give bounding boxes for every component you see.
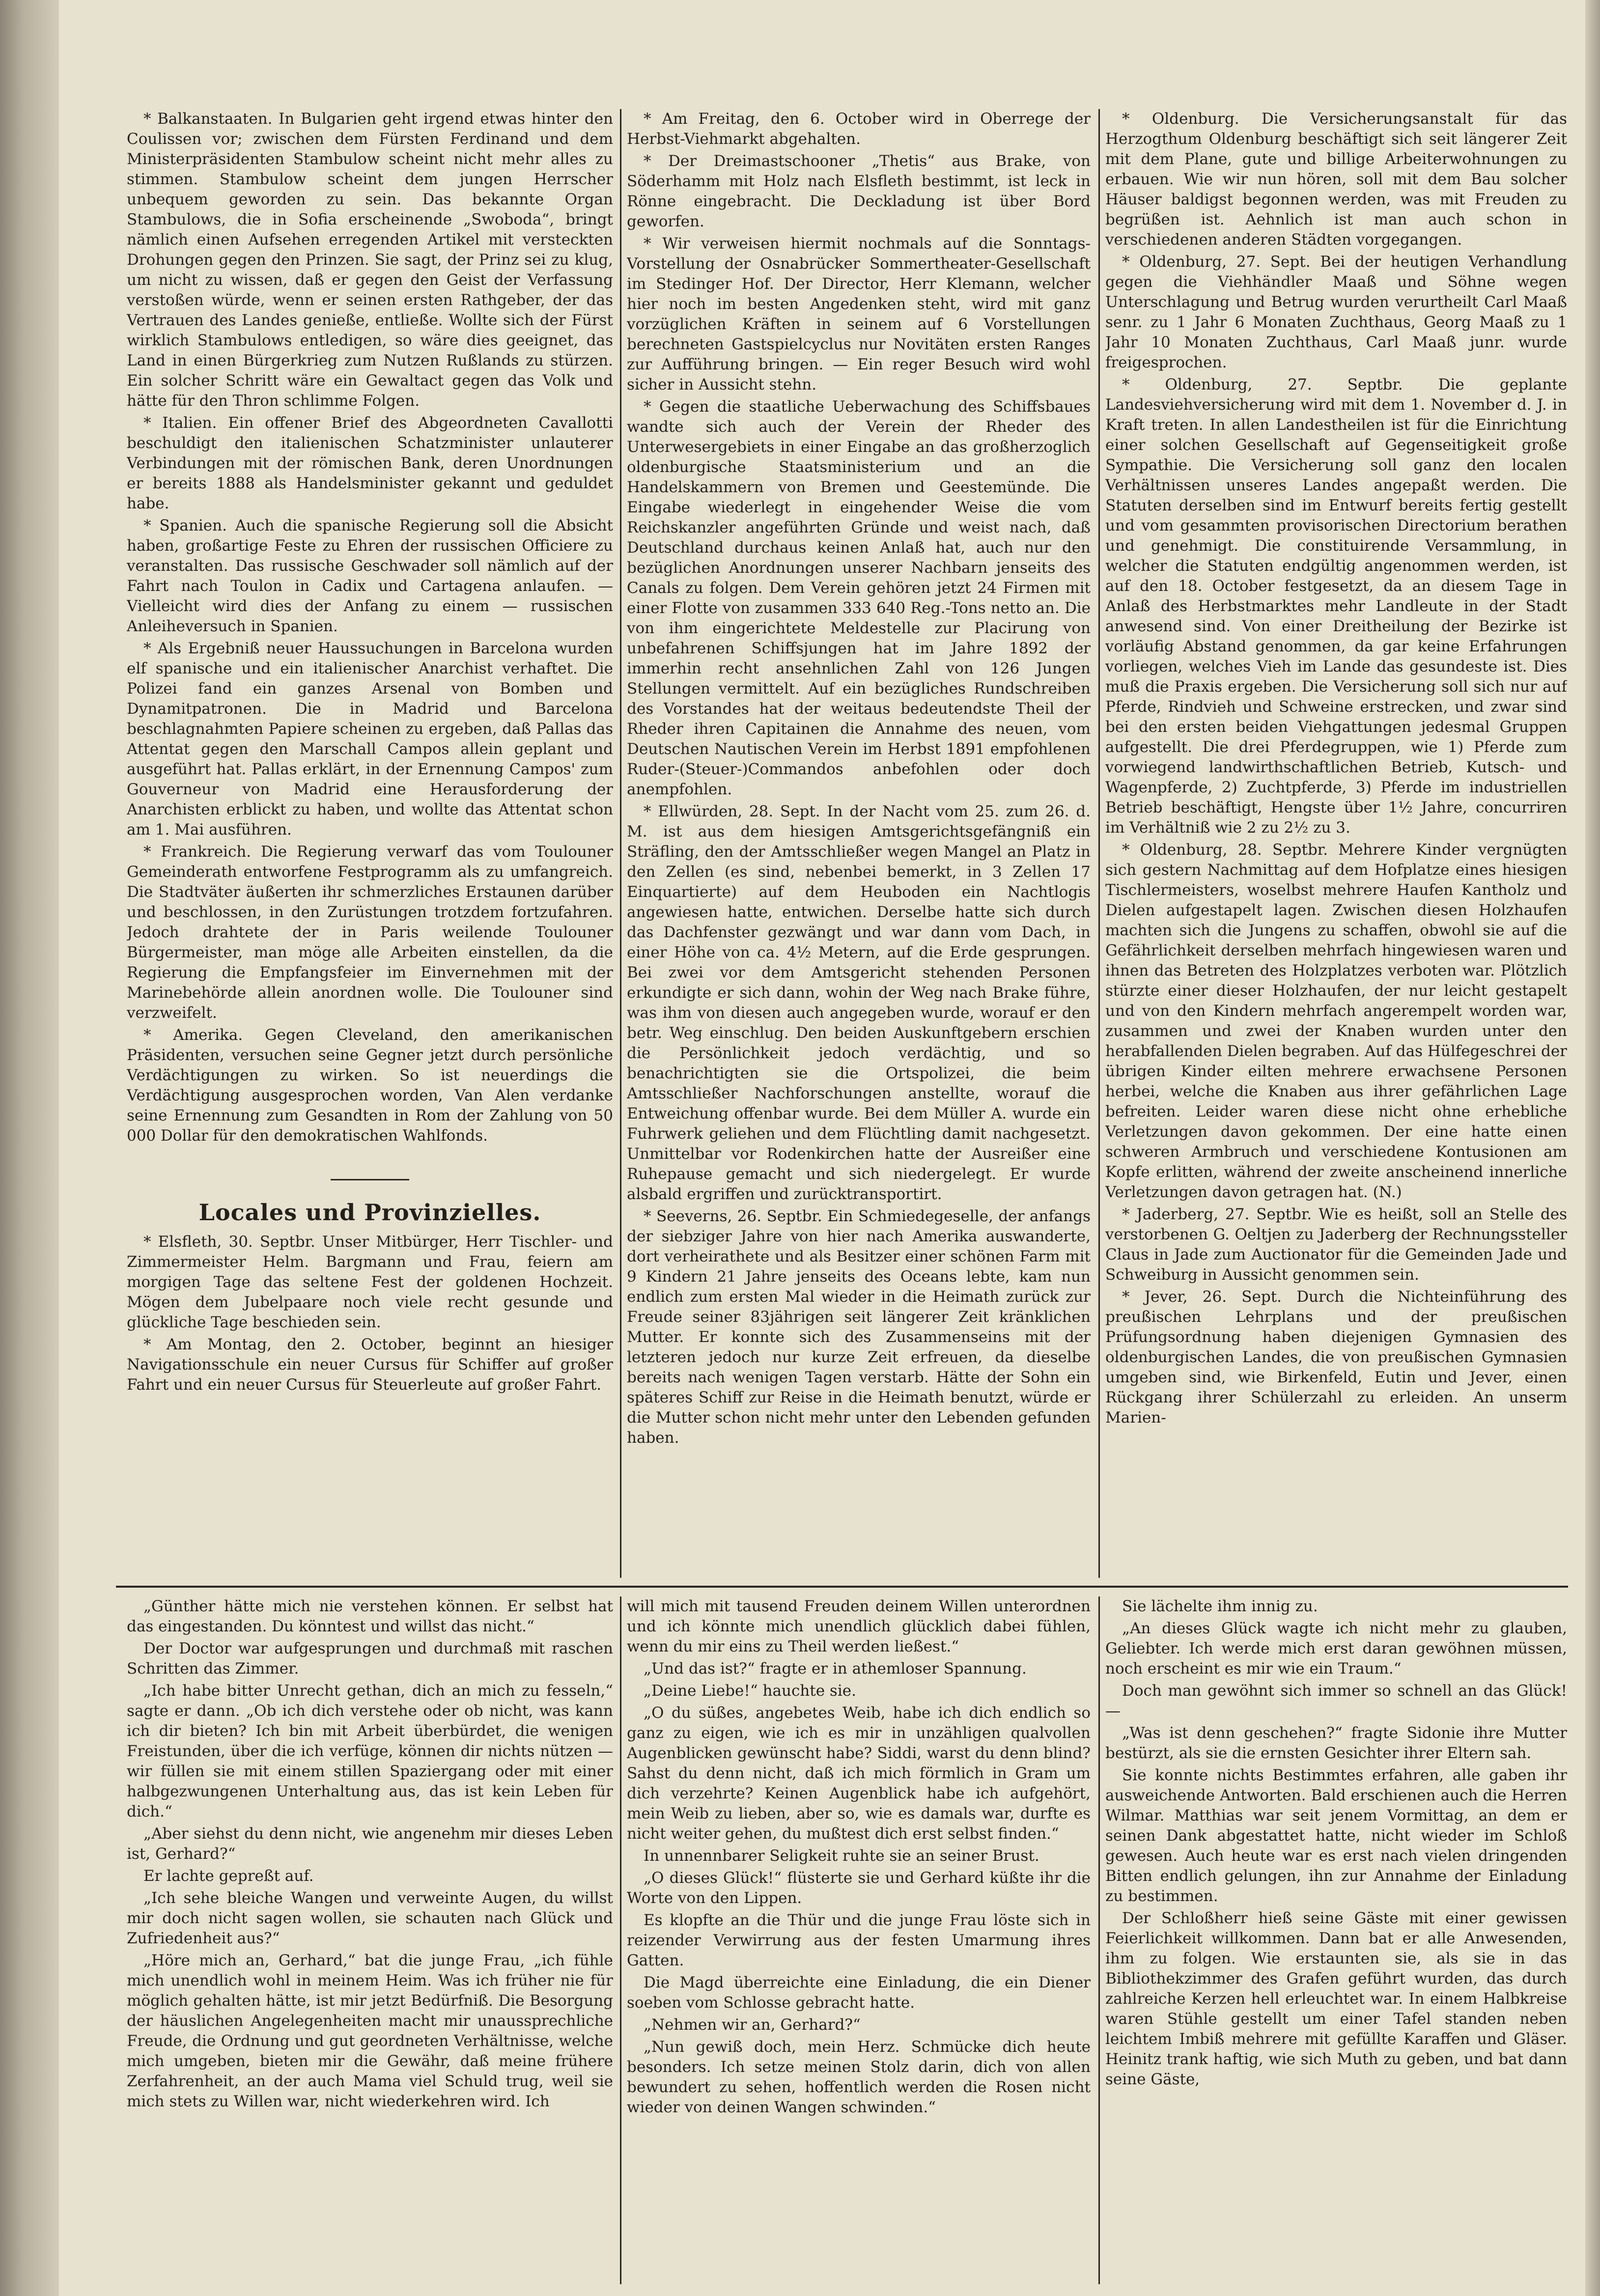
- story-paragraph: Sie konnte nichts Bestimmtes erfahren, alle gaben ihr ausweichende Antworten. Bald erschienen auch die Herren Wilmar. Matthias war seit jenem Vormittag, an dem er seinen Dank abgestattet hatte, nicht wieder im Schloß gewesen. Auch heute war es erst nach vielen dringenden Bitten endlich gelungen, ihn zur Annahme der Einladung zu bestimmen.: [1105, 1766, 1567, 1905]
- section-title: Locales und Provinzielles.: [198, 1199, 541, 1226]
- story-paragraph: „Nun gewiß doch, mein Herz. Schmücke dich heute besonders. Ich setze meinen Stolz darin, dich von allen bewundert zu sehen, hoffentlich werden die Rosen nicht wieder von deinen Wangen schwinden.“: [627, 2038, 1091, 2116]
- feuilleton-column-1: [127, 1596, 613, 2284]
- news-column-3: [1105, 109, 1567, 1578]
- feuilleton-rule-1: [620, 1596, 621, 2284]
- story-paragraph: „Aber siehst du denn nicht, wie angenehm mir dieses Leben ist, Gerhard?“: [127, 1825, 613, 1863]
- feuilleton-column-3: [1105, 1596, 1567, 2284]
- article-seeverns: * Seeverns, 26. Septbr. Ein Schmiedegeselle, der anfangs der siebziger Jahre von hier nach Amerika auswanderte, dort verheirathete und als Besitzer einer schönen Farm mit 9 Kindern 21 Jahre jenseits des Oceans lebte, kam nun endlich zum ersten Mal wieder in die Heimath zurück zur Freude seiner 83jährigen seit längerer Zeit kränklichen Mutter. Er konnte sich des Zusammenseins mit der letzteren jedoch nur kurze Zeit erfreuen, da dieselbe bereits nach wenigen Tagen verstarb. Hätte der Sohn ein späteres Schiff zur Reise in die Heimath benutzt, würde er die Mutter schon nicht mehr unter den Lebenden gefunden haben.: [627, 1207, 1091, 1447]
- article-oldenburg-arbeiterwohnungen: * Oldenburg. Die Versicherungsanstalt für das Herzogthum Oldenburg beschäftigt sich seit längerer Zeit mit dem Plane, gute und billige Arbeiterwohnungen zu erbauen. Wie wir nun hören, soll mit dem Bau solcher Häuser baldigst begonnen werden, was mit Freuden zu begrüßen ist. Aehnlich ist man auch schon in verschiedenen anderen Städten vorgegangen.: [1105, 110, 1567, 249]
- story-paragraph: Doch man gewöhnt sich immer so schnell an das Glück! —: [1105, 1682, 1567, 1720]
- article-oldenburg-viehhaendler: * Oldenburg, 27. Sept. Bei der heutigen Verhandlung gegen die Viehhändler Maaß und Söhne wegen Unterschlagung und Betrug wurden verurtheilt Carl Maaß senr. zu 1 Jahr 6 Monaten Zuchthaus, Georg Maaß zu 1 Jahr 10 Monaten Zuchthaus, Carl Maaß junr. wurde freigesprochen.: [1105, 253, 1567, 371]
- story-paragraph: „Und das ist?“ fragte er in athemloser Spannung.: [644, 1660, 1027, 1678]
- article-italien: * Italien. Ein offener Brief des Abgeordneten Cavallotti beschuldigt den italienischen Schatzminister unlauterer Verbindungen mit der römischen Bank, deren Unordnungen er bereits 1888 als Handelsminister gekannt und geduldet habe.: [127, 414, 613, 512]
- story-paragraph: Der Schloßherr hieß seine Gäste mit einer gewissen Feierlichkeit willkommen. Dann bat er alle Anwesenden, ihm zu folgen. Wie erstaunten sie, als sie in das Bibliothekzimmer des Grafen geführt wurden, das durch zahlreiche Kerzen hell erleuchtet war. In einem Halbkreise waren Stühle gestellt um einer Tafel standen neben leichtem Imbiß mehrere mit gefüllte Karaffen und Gläser. Heinitz trank haftig, wie sich Muth zu geben, und bat dann seine Gäste,: [1105, 1909, 1567, 2088]
- article-navigationsschule: * Am Montag, den 2. October, beginnt an hiesiger Navigationsschule ein neuer Cursus für Schiffer auf großer Fahrt und ein neuer Cursus für Steuerleute auf großer Fahrt.: [127, 1336, 613, 1394]
- feuilleton-rule-2: [1098, 1596, 1100, 2284]
- column-rule-1: [620, 109, 621, 1578]
- article-jaderberg: * Jaderberg, 27. Septbr. Wie es heißt, soll an Stelle des verstorbenen G. Oeltjen zu Jaderberg der Rechnungssteller Claus in Jade zum Auctionator für die Gemeinden Jade und Schweiburg in Aussicht genommen sein.: [1105, 1205, 1567, 1284]
- article-balkanstaaten: * Balkanstaaten. In Bulgarien geht irgend etwas hinter den Coulissen vor; zwischen dem Fürsten Ferdinand und dem Ministerpräsidenten Stambulow scheint nicht mehr alles zu stimmen. Stambulow scheint dem jungen Herrscher unbequem geworden zu sein. Das bekannte Organ Stambulows, die in Sofia erscheinende „Swoboda“, bringt nämlich einen Aufsehen erregenden Artikel mit versteckten Drohungen gegen den Prinzen. Sie sagt, der Prinz sei zu klug, um nicht zu wissen, daß er gegen den Geist der Verfassung verstoßen würde, wenn er seinen ersten Rathgeber, der das Vertrauen des Landes genieße, entließe. Wollte sich der Fürst wirklich Stambulows entledigen, so wäre dies geeignet, das Land in einen Bürgerkrieg zum Nutzen Rußlands zu stürzen. Ein solcher Schritt wäre ein Gewaltact gegen das Volk und hätte für den Thron schlimme Folgen.: [127, 110, 613, 410]
- story-paragraph: „Was ist denn geschehen?“ fragte Sidonie ihre Mutter bestürzt, als sie die ernsten Gesichter ihrer Eltern sah.: [1105, 1724, 1567, 1762]
- news-column-1: [127, 109, 613, 1578]
- article-ellwuerden: * Ellwürden, 28. Sept. In der Nacht vom 25. zum 26. d. M. ist aus dem hiesigen Amtsgerichtsgefängniß ein Sträfling, den der Amtsschließer wegen Mangel an Platz in den Zellen (es sind, nebenbei bemerkt, in 3 Zellen 17 Einquartierte) auf dem Heuboden ein Nachtlogis angewiesen hatte, entwichen. Derselbe hatte sich durch das Dachfenster gezwängt und war dann vom Dach, in einer Höhe von ca. 4½ Metern, auf die Erde gesprungen. Bei zwei vor dem Amtsgericht stehenden Personen erkundigte er sich dann, wohin der Weg nach Brake führe, was ihm von diesen auch angegeben wurde, worauf er den betr. Weg einschlug. Den beiden Auskunftgebern erschien die Persönlichkeit jedoch verdächtig, und so benachrichtigten sie die Ortspolizei, die beim Amtsschließer Nachforschungen anstellte, worauf die Entweichung offenbar wurde. Bei dem Müller A. wurde ein Fuhrwerk geliehen und dem Flüchtling damit nachgesetzt. Unmittelbar vor Rodenkirchen hatte der Ausreißer eine Ruhepause gemacht und sich niedergelegt. Er wurde alsbald ergriffen und zurücktransportirt.: [627, 803, 1091, 1203]
- article-schiffsbau: * Gegen die staatliche Ueberwachung des Schiffsbaues wandte sich auch der Verein der Rheder des Unterwesergebiets in einer Eingabe an das großherzoglich oldenburgische Staatsministerium und an die Handelskammern von Bremen und Geestemünde. Die Eingabe wiederlegt in eingehender Weise die vom Reichskanzler angeführten Gründe und weist nach, daß Deutschland durchaus keinen Anlaß hat, auch nur den bezüglichen Anordnungen unserer Nachbarn jenseits des Canals zu folgen. Dem Verein gehören jetzt 24 Firmen mit einer Flotte von zusammen 333 640 Reg.-Tons netto an. Die von ihm eingerichtete Meldestelle zur Placirung von unbefahrenen Schiffsjungen hat im Jahre 1892 der immerhin recht ansehnlichen Zahl von 126 Jungen Stellungen vermittelt. Auf ein bezügliches Rundschreiben des Vorstandes hat der weitaus bedeutendste Theil der Rheder ihren Capitainen die Annahme des neuen, vom Deutschen Nautischen Verein im Herbst 1891 empfohlenen Ruder-(Steuer-)Commandos anbefohlen oder doch anempfohlen.: [627, 398, 1091, 798]
- article-oldenburg-viehversicherung: * Oldenburg, 27. Septbr. Die geplante Landesviehversicherung wird mit dem 1. November d. J. in Kraft treten. In allen Landestheilen ist für die Einrichtung einer solchen Gesellschaft auf Gegenseitigkeit große Sympathie. Die Versicherung soll ganz den localen Verhältnissen unseres Landes angepaßt werden. Die Statuten derselben sind im Entwurf bereits fertig gestellt und vom gesammten provisorischen Directorium berathen und genehmigt. Die constituirende Versammlung, in welcher die Statuten endgültig angenommen werden, ist auf den 18. October festgesetzt, da an diesem Tage in Anlaß des Herbstmarktes mehr Landleute in der Stadt anwesend sind. Von einer Dreitheilung der Bezirke ist vorläufig Abstand genommen, da gar keine Erfahrungen vorliegen, welches Vieh im Lande das gesundeste ist. Dies muß die Praxis ergeben. Die Versicherung soll sich nur auf Pferde, Rindvieh und Schweine erstrecken, und zwar sind bei den ersten beiden Viehgattungen jedesmal Gruppen aufgestellt. Die drei Pferdegruppen, wie 1) Pferde zum vorwiegend landwirthschaftlichen Betrieb, Kutsch- und Wagenpferde, 2) Zuchtpferde, 3) Pferde im industriellen Betrieb beschäftigt, Hengste über 1½ Jahre, concurriren im Verhältniß wie 2 zu 2½ zu 3.: [1105, 376, 1567, 837]
- story-paragraph: „An dieses Glück wagte ich nicht mehr zu glauben, Geliebter. Ich werde mich erst daran gewöhnen müssen, noch erscheint es mir wie ein Traum.“: [1105, 1620, 1567, 1678]
- story-paragraph: Die Magd überreichte eine Einladung, die ein Diener soeben vom Schlosse gebracht hatte.: [627, 1974, 1091, 2012]
- story-paragraph: „Günther hätte mich nie verstehen können. Er selbst hat das eingestanden. Du könntest und willst das nicht.“: [127, 1597, 613, 1635]
- story-paragraph: „Nehmen wir an, Gerhard?“: [644, 2016, 861, 2034]
- story-paragraph: „Höre mich an, Gerhard,“ bat die junge Frau, „ich fühle mich unendlich wohl in meinem Heim. Was ich früher nie für möglich gehalten hätte, ist mir jetzt Bedürfniß. Die Besorgung der häuslichen Angelegenheiten macht mir unaussprechliche Freude, die Ordnung und gut geordneten Verhältnisse, welche mich umgeben, bieten mir die Gewähr, daß meine frühere Zerfahrenheit, an der auch Mama viel Schuld trug, weil sie mich stets zu Willen war, nicht wiederkehren wird. Ich: [127, 1952, 613, 2110]
- story-paragraph: Er lachte gepreßt auf.: [143, 1867, 314, 1885]
- story-paragraph: Der Doctor war aufgesprungen und durchmaß mit raschen Schritten das Zimmer.: [127, 1640, 613, 1678]
- binding-gutter: [0, 0, 59, 2296]
- story-paragraph: In unnennbarer Seligkeit ruhte sie an seiner Brust.: [644, 1847, 1039, 1865]
- article-elsfleth: * Elsfleth, 30. Septbr. Unser Mitbürger, Herr Tischler- und Zimmermeister Helm. Bargmann und Frau, feiern am morgigen Tage das seltene Fest der goldenen Hochzeit. Mögen dem Jubelpaare noch viele recht gesunde und glückliche Tage beschieden sein.: [127, 1233, 613, 1331]
- feuilleton-column-2: [627, 1596, 1091, 2284]
- article-frankreich: * Frankreich. Die Regierung verwarf das vom Toulouner Gemeinderath entworfene Festprogramm als zu umfangreich. Die Stadtväter äußerten ihr schmerzliches Erstaunen darüber und beschlossen, in den Zurüstungen trotzdem fortzufahren. Jedoch drahtete der in Paris weilende Toulouner Bürgermeister, man möge alle Arbeiten einstellen, da die Regierung die Empfangsfeier im Einvernehmen mit der Marinebehörde allein anordnen wolle. Die Toulouner sind verzweifelt.: [127, 843, 613, 1022]
- feuilleton-rule: [116, 1586, 1568, 1588]
- story-paragraph: will mich mit tausend Freuden deinem Willen unterordnen und ich könnte mich unendlich glücklich dabei fühlen, wenn du mir eins zu Theil werden ließest.“: [627, 1597, 1091, 1655]
- story-paragraph: „Ich habe bitter Unrecht gethan, dich an mich zu fesseln,“ sagte er dann. „Ob ich dich verstehe oder ob nicht, was kann ich dir bieten? Ich bin mit Arbeit überbürdet, die wenigen Freistunden, über die ich verfüge, können dir nichts nützen — wir füllen sie mit einem stillen Spaziergang oder mit einer halbgezwungenen Unterhaltung aus, das ist kein Leben für dich.“: [127, 1682, 613, 1820]
- article-oldenburg-kinder: * Oldenburg, 28. Septbr. Mehrere Kinder vergnügten sich gestern Nachmittag auf dem Hofplatze eines hiesigen Tischlermeisters, woselbst mehrere Haufen Kantholz und Dielen aufgestapelt lagen. Zwischen diesen Holzhaufen machten sich die Jungens zu schaffen, obwohl sie auf die Gefährlichkeit derselben mehrfach hingewiesen waren und ihnen das Betreten des Holzplatzes verboten war. Plötzlich stürzte einer dieser Holzhaufen, der nur leicht gestapelt und von den Kindern mehrfach angerempelt worden war, zusammen und zwei der Knaben wurden unter den herabfallenden Dielen begraben. Auf das Hülfegeschrei der übrigen Kinder eilten mehrere erwachsene Personen herbei, welche die Knaben aus ihrer gefährlichen Lage befreiten. Leider waren diese nicht ohne erhebliche Verletzungen davon gekommen. Der eine hatte einen schweren Armbruch und verschiedene Kontusionen am Kopfe erlitten, während der zweite anscheinend innerliche Verletzungen davon getragen hat. (N.): [1105, 841, 1567, 1201]
- news-column-2: [627, 109, 1091, 1578]
- article-jever: * Jever, 26. Sept. Durch die Nichteinführung des preußischen Lehrplans und der preußischen Prüfungsordnung haben diejenigen Gymnasien des oldenburgischen Landes, die von preußischen Gymnasien umgeben sind, wie Birkenfeld, Eutin und Jever, einen Rückgang ihrer Schülerzahl zu erleiden. An unserm Marien-: [1105, 1288, 1567, 1427]
- article-thetis: * Der Dreimastschooner „Thetis“ aus Brake, von Söderhamm mit Holz nach Elsfleth bestimmt, ist leck in Rönne eingebracht. Die Deckladung ist über Bord geworfen.: [627, 152, 1091, 230]
- article-sonntags-vorstellung: * Wir verweisen hiermit nochmals auf die Sonntags-Vorstellung der Osnabrücker Sommertheater-Gesellschaft im Stedinger Hof. Der Director, Herr Klemann, welcher hier noch im besten Angedenken steht, wird mit ganz vorzüglichen Kräften in seinem auf 6 Vorstellungen berechneten Gastspielcyclus nur Novitäten ersten Ranges zur Aufführung bringen. — Ein reger Besuch wird wohl sicher in Aussicht stehn.: [627, 235, 1091, 393]
- page-edge: [1585, 0, 1600, 2296]
- story-paragraph: „Deine Liebe!“ hauchte sie.: [644, 1682, 856, 1700]
- column-rule-2: [1098, 109, 1100, 1578]
- section-separator: [127, 1166, 613, 1186]
- story-paragraph: Sie lächelte ihm innig zu.: [1122, 1597, 1318, 1615]
- story-paragraph: „O dieses Glück!“ flüsterte sie und Gerhard küßte ihr die Worte von den Lippen.: [627, 1869, 1091, 1907]
- story-paragraph: „Ich sehe bleiche Wangen und verweinte Augen, du willst mir doch nicht sagen wollen, sie schauten nach Glück und Zufriedenheit aus?“: [127, 1889, 613, 1947]
- article-amerika: * Amerika. Gegen Cleveland, den amerikanischen Präsidenten, versuchen seine Gegner jetzt durch persönliche Verdächtigungen zu wirken. So ist neuerdings die Verdächtigung ausgesprochen worden, Van Alen verdanke seine Ernennung zum Gesandten in Rom der Zahlung von 50 000 Dollar für den demokratischen Wahlfonds.: [127, 1026, 613, 1145]
- story-paragraph: Es klopfte an die Thür und die junge Frau löste sich in reizender Verwirrung aus der festen Umarmung ihres Gatten.: [627, 1911, 1091, 1969]
- article-barcelona: * Als Ergebniß neuer Haussuchungen in Barcelona wurden elf spanische und ein italienischer Anarchist verhaftet. Die Polizei fand ein ganzes Arsenal von Bomben und Dynamitpatronen. Die in Madrid und Barcelona beschlagnahmten Papiere scheinen zu ergeben, daß Pallas das Attentat gegen den Marschall Campos allein geplant und ausgeführt hat. Pallas erklärt, in der Ernennung Campos' zum Gouverneur von Madrid eine Herausforderung der Anarchisten erblickt zu haben, und wollte das Attentat schon am 1. Mai ausführen.: [127, 640, 613, 839]
- article-herbst-viehmarkt: * Am Freitag, den 6. October wird in Oberrege der Herbst-Viehmarkt abgehalten.: [627, 110, 1091, 148]
- story-paragraph: „O du süßes, angebetes Weib, habe ich dich endlich so ganz zu eigen, wie ich es mir in unzähligen qualvollen Augenblicken gewünscht habe? Siddi, warst du denn blind? Sahst du denn nicht, daß ich mich förmlich in Gram um dich verzehrte? Keinen Augenblick habe ich aufgehört, mein Weib zu lieben, aber so, wie es damals war, durfte es nicht weiter gehen, du mußtest dich erst selbst finden.“: [627, 1704, 1091, 1843]
- article-spanien: * Spanien. Auch die spanische Regierung soll die Absicht haben, großartige Feste zu Ehren der russischen Officiere zu veranstalten. Das russische Geschwader soll nämlich auf der Fahrt nach Toulon in Cadix und Cartagena anlaufen. — Vielleicht wird dies der Anfang zu einem — russischen Anleiheversuch in Spanien.: [127, 517, 613, 635]
